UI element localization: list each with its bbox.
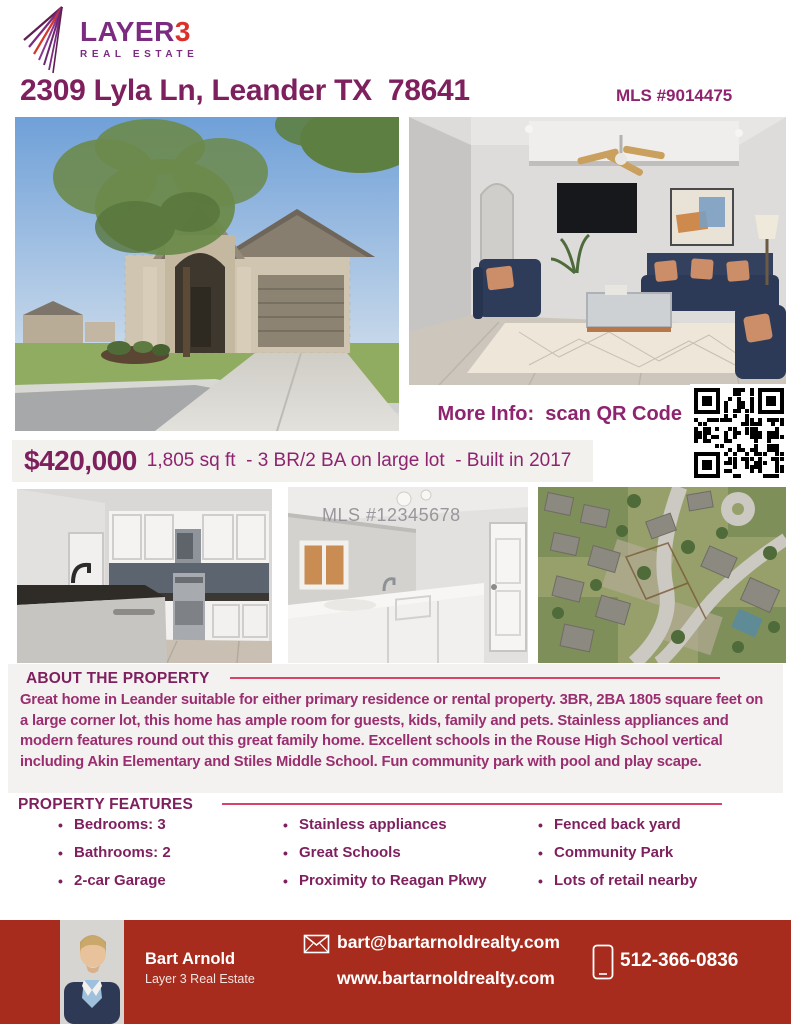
brand-logo — [22, 4, 262, 74]
qr-finder-icon — [694, 452, 720, 478]
feature-item: • Great Schools — [283, 844, 487, 862]
about-section — [8, 664, 783, 793]
layer3-arrow-icon — [22, 4, 78, 74]
agent-website: www.bartarnoldrealty.com — [337, 968, 555, 988]
photo-watermark: MLS #12345678 — [322, 505, 461, 525]
feature-item: • Bathrooms: 2 — [58, 844, 171, 862]
price-bar — [12, 440, 593, 482]
agent-headshot — [60, 920, 124, 1024]
qr-finder-icon — [758, 388, 784, 414]
feature-item: • Community Park — [538, 844, 697, 862]
brand-name: LAYER3 — [80, 16, 191, 47]
kitchen-photo — [17, 489, 272, 663]
more-info-label: More Info: scan QR Code — [437, 403, 682, 425]
brand-number: 3 — [174, 16, 191, 47]
price: $420,000 — [24, 445, 137, 476]
feature-item: • Stainless appliances — [283, 816, 487, 834]
phone-icon — [592, 944, 614, 980]
living-room-photo — [409, 117, 786, 385]
mls-number: MLS #9014475 — [616, 86, 733, 105]
bathroom-photo — [288, 487, 528, 663]
agent-footer — [0, 920, 791, 1024]
brand-wordmark — [80, 18, 198, 60]
agent-company: Layer 3 Real Estate — [145, 972, 255, 986]
features-column-3 — [538, 816, 697, 900]
feature-item: • Fenced back yard — [538, 816, 697, 834]
qr-finder-icon — [694, 388, 720, 414]
feature-item: • Proximity to Reagan Pkwy — [283, 872, 487, 890]
brand-tagline: REAL ESTATE — [80, 49, 199, 60]
feature-item: • Bedrooms: 3 — [58, 816, 171, 834]
property-address-title: 2309 Lyla Ln, Leander TX 78641 — [20, 74, 470, 107]
features-divider — [222, 803, 722, 805]
aerial-neighborhood-photo — [538, 487, 786, 663]
feature-item: • 2-car Garage — [58, 872, 171, 890]
price-details: 1,805 sq ft - 3 BR/2 BA on large lot - Built in 2017 — [146, 450, 572, 471]
about-description: Great home in Leander suitable for either primary residence or rental property. 3BR, 2BA 1805 square feet on a large corner lot, this home has ample room for guests, kids, family and pets. Stainless appliances and modern features round out this great family home. Excellent schools in the Rouse High School vertical including Akin Elementary and Stiles Middle School. Fun community park with pool and play scape. — [20, 692, 764, 770]
about-heading: ABOUT THE PROPERTY — [26, 670, 210, 687]
feature-item: • Lots of retail nearby — [538, 872, 697, 890]
features-column-1 — [58, 816, 171, 900]
qr-code — [690, 384, 788, 482]
features-heading: PROPERTY FEATURES — [18, 796, 194, 813]
agent-name: Bart Arnold — [145, 950, 236, 968]
email-icon — [303, 934, 330, 954]
house-exterior-photo — [15, 117, 399, 431]
qr-grid — [694, 388, 784, 478]
agent-email: bart@bartarnoldrealty.com — [337, 932, 560, 952]
agent-phone: 512-366-0836 — [620, 950, 739, 971]
features-column-2 — [283, 816, 487, 900]
about-divider — [230, 677, 720, 679]
